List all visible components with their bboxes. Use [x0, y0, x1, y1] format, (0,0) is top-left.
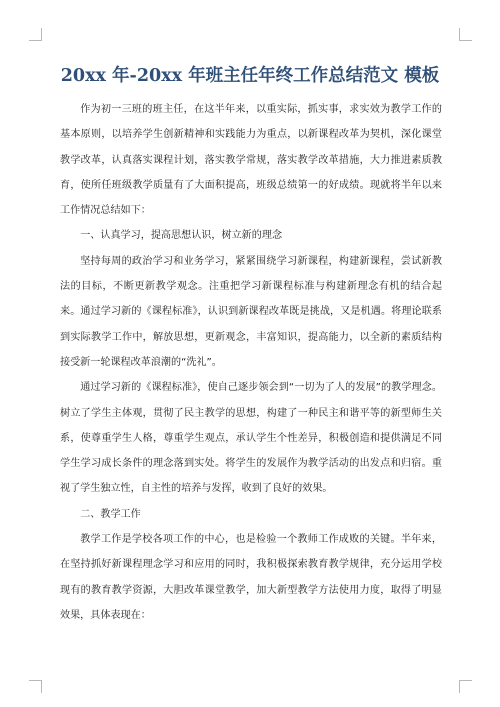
body-paragraph: 坚持每周的政治学习和业务学习，紧紧围绕学习新课程，构建新课程，尝试新教法的目标，不断更新教学观念。注重把学习新课程标准与构建新理念有机的结合起来。通过学习新的《课程标准》，认识到新课程改革既是挑战，又是机遇。将理论联系到实际教学工作中，解放思想，更新观念，丰富知识，提高能力，以全新的素质结构接受新一轮课程改革浪潮的“洗礼”。	[60, 255, 442, 368]
crop-mark-bottom-left	[29, 680, 42, 693]
crop-mark-top-right	[459, 28, 472, 41]
section-heading-1: 一、认真学习，提高思想认识，树立新的理念	[80, 230, 283, 242]
document-body	[60, 97, 442, 628]
body-paragraph: 通过学习新的《课程标准》，使自己逐步领会到“一切为了人的发展”的教学理念。树立了学生主体观，贯彻了民主教学的思想，构建了一种民主和谐平等的新型师生关系，使尊重学生人格，尊重学生观点，承认学生个性差异，积极创造和提供满足不同学生学习成长条件的理念落到实处。将学生的发展作为教学活动的出发点和归宿。重视了学生独立性，自主性的培养与发挥，收到了良好的效果。	[60, 382, 442, 495]
body-paragraph: 教学工作是学校各项工作的中心，也是检验一个教师工作成败的关键。半年来，在坚持抓好新课程理念学习和应用的同时，我积极探索教育教学规律，充分运用学校现有的教育教学资源，大胆改革课堂教学，加大新型教学方法使用力度，取得了明显效果，具体表现在：	[60, 534, 442, 621]
crop-mark-bottom-right	[459, 680, 472, 693]
crop-mark-top-left	[29, 28, 42, 41]
section-heading-2: 二、教学工作	[80, 508, 141, 520]
document-title: 20xx 年-20xx 年班主任年终工作总结范文 模板	[60, 66, 440, 86]
intro-paragraph: 作为初一三班的班主任，在这半年来，以重实际，抓实事，求实效为教学工作的基本原则，以培养学生创新精神和实践能力为重点，以新课程改革为契机，深化课堂教学改革，认真落实课程计划，落实教学常规，落实教学改革措施，大力推进素质教育，使所任班级教学质量有了大面积提高，班级总绩第一的好成绩。现就将半年以来工作情况总结如下：	[60, 104, 442, 217]
